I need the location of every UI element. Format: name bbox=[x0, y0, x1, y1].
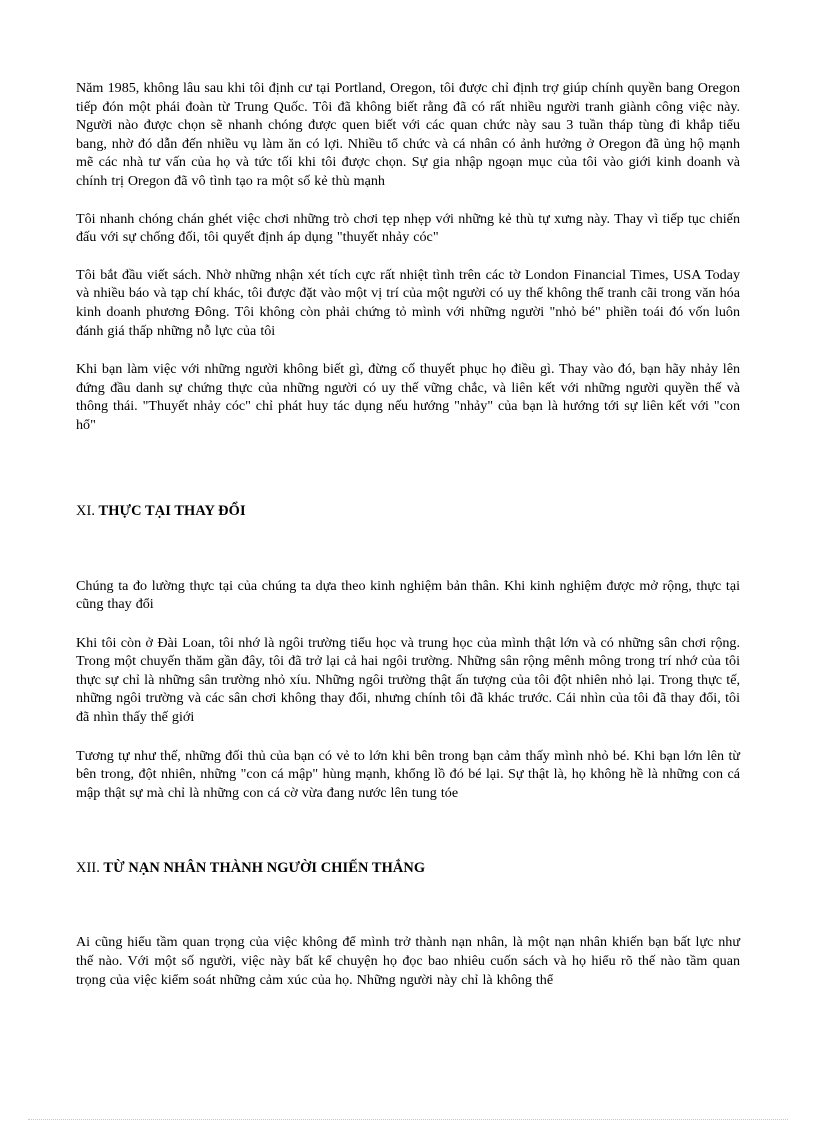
body-paragraph: Khi bạn làm việc với những người không biết gì, đừng cố thuyết phục họ điều gì. Thay vào đó, bạn hãy nhảy lên đứng đầu danh sự chứng thực của những người có uy thế vững chắc, và liên kết với những người quyền thế và thông thái. "Thuyết nhảy cóc" chỉ phát huy tác dụng nếu hướng "nhảy" của bạn là hướng tới sự liên kết với "con hổ" bbox=[76, 361, 740, 433]
body-paragraph: Tôi bắt đầu viết sách. Nhờ những nhận xét tích cực rất nhiệt tình trên các tờ London Financial Times, USA Today và nhiều báo và tạp chí khác, tôi được đặt vào một vị trí của một người có uy thế không thể tranh cãi trong văn hóa kinh doanh phương Đông. Tôi không còn phải chứng tỏ mình với những người "nhỏ bé" phiền toái đó vốn luôn đánh giá thấp những nỗ lực của tôi bbox=[76, 266, 740, 339]
section-heading bbox=[76, 858, 740, 878]
page-bottom-rule bbox=[28, 1119, 788, 1120]
section-number: XII. bbox=[76, 860, 100, 877]
body-paragraph: Ai cũng hiểu tầm quan trọng của việc không để mình trở thành nạn nhân, là một nạn nhân khiến bạn bất lực như thế nào. Với một số người, việc này bất kể chuyện họ đọc bao nhiêu cuốn sách và họ hiểu rõ thế nào tầm quan trọng của việc kiểm soát những cảm xúc của họ. Những người này chỉ là không thể bbox=[76, 934, 740, 988]
section-title: THỰC TẠI THAY ĐỔI bbox=[98, 502, 246, 519]
body-paragraph: Năm 1985, không lâu sau khi tôi định cư tại Portland, Oregon, tôi được chỉ định trợ giúp chính quyền bang Oregon tiếp đón một phái đoàn từ Trung Quốc. Tôi đã không biết rằng đã có rất nhiều người tranh giành công việc này. Người nào được chọn sẽ nhanh chóng được quen biết với các quan chức này sau 3 tuần tháp tùng đi khắp tiểu bang, nhờ đó dẫn đến nhiều vụ làm ăn có lợi. Nhiều tổ chức và cá nhân có ảnh hưởng ở Oregon đã ủng hộ mạnh mẽ các nhà tư vấn của họ và tức tối khi tôi được chọn. Sự gia nhập ngoạn mục của tôi vào giới kinh doanh và chính trị Oregon đã vô tình tạo ra một số kẻ thù mạnh bbox=[76, 80, 740, 189]
body-paragraph: Tôi nhanh chóng chán ghét việc chơi những trò chơi tẹp nhẹp với những kẻ thù tự xưng này. Thay vì tiếp tục chiến đấu với sự chống đối, tôi quyết định áp dụng "thuyết nhảy cóc" bbox=[76, 210, 740, 246]
section-title: TỪ NẠN NHÂN THÀNH NGƯỜI CHIẾN THẮNG bbox=[103, 860, 426, 877]
body-paragraph: Tương tự như thế, những đối thủ của bạn có vẻ to lớn khi bên trong bạn cảm thấy mình nhỏ bé. Khi bạn lớn lên từ bên trong, đột nhiên, những "con cá mập" hùng mạnh, khổng lồ đó bé lại. Sự thật là, họ không hề là những con cá mập thật sự mà chỉ là những con cá cờ vừa đang nước lên tung tóe bbox=[76, 747, 740, 801]
body-paragraph: Chúng ta đo lường thực tại của chúng ta dựa theo kinh nghiệm bản thân. Khi kinh nghiệm được mở rộng, thực tại cũng thay đổi bbox=[76, 577, 740, 613]
section-number: XI. bbox=[76, 502, 96, 519]
document-page bbox=[76, 79, 740, 989]
body-paragraph: Khi tôi còn ở Đài Loan, tôi nhớ là ngôi trường tiểu học và trung học của mình thật lớn và có những sân chơi rộng. Trong một chuyến thăm gần đây, tôi đã trở lại cả hai ngôi trường. Những sân rộng mênh mông trong trí nhớ của tôi thực sự chỉ là những sân trường nhỏ xíu. Những ngôi trường thật ấn tượng của tôi đột nhiên nhỏ lại. Trong thực tế, những ngôi trường và các sân chơi không thay đổi, nhưng chính tôi đã khác trước. Cái nhìn của tôi đã thay đổi, tôi đã nhìn thấy thế giới bbox=[76, 634, 740, 726]
section-heading bbox=[76, 501, 740, 521]
